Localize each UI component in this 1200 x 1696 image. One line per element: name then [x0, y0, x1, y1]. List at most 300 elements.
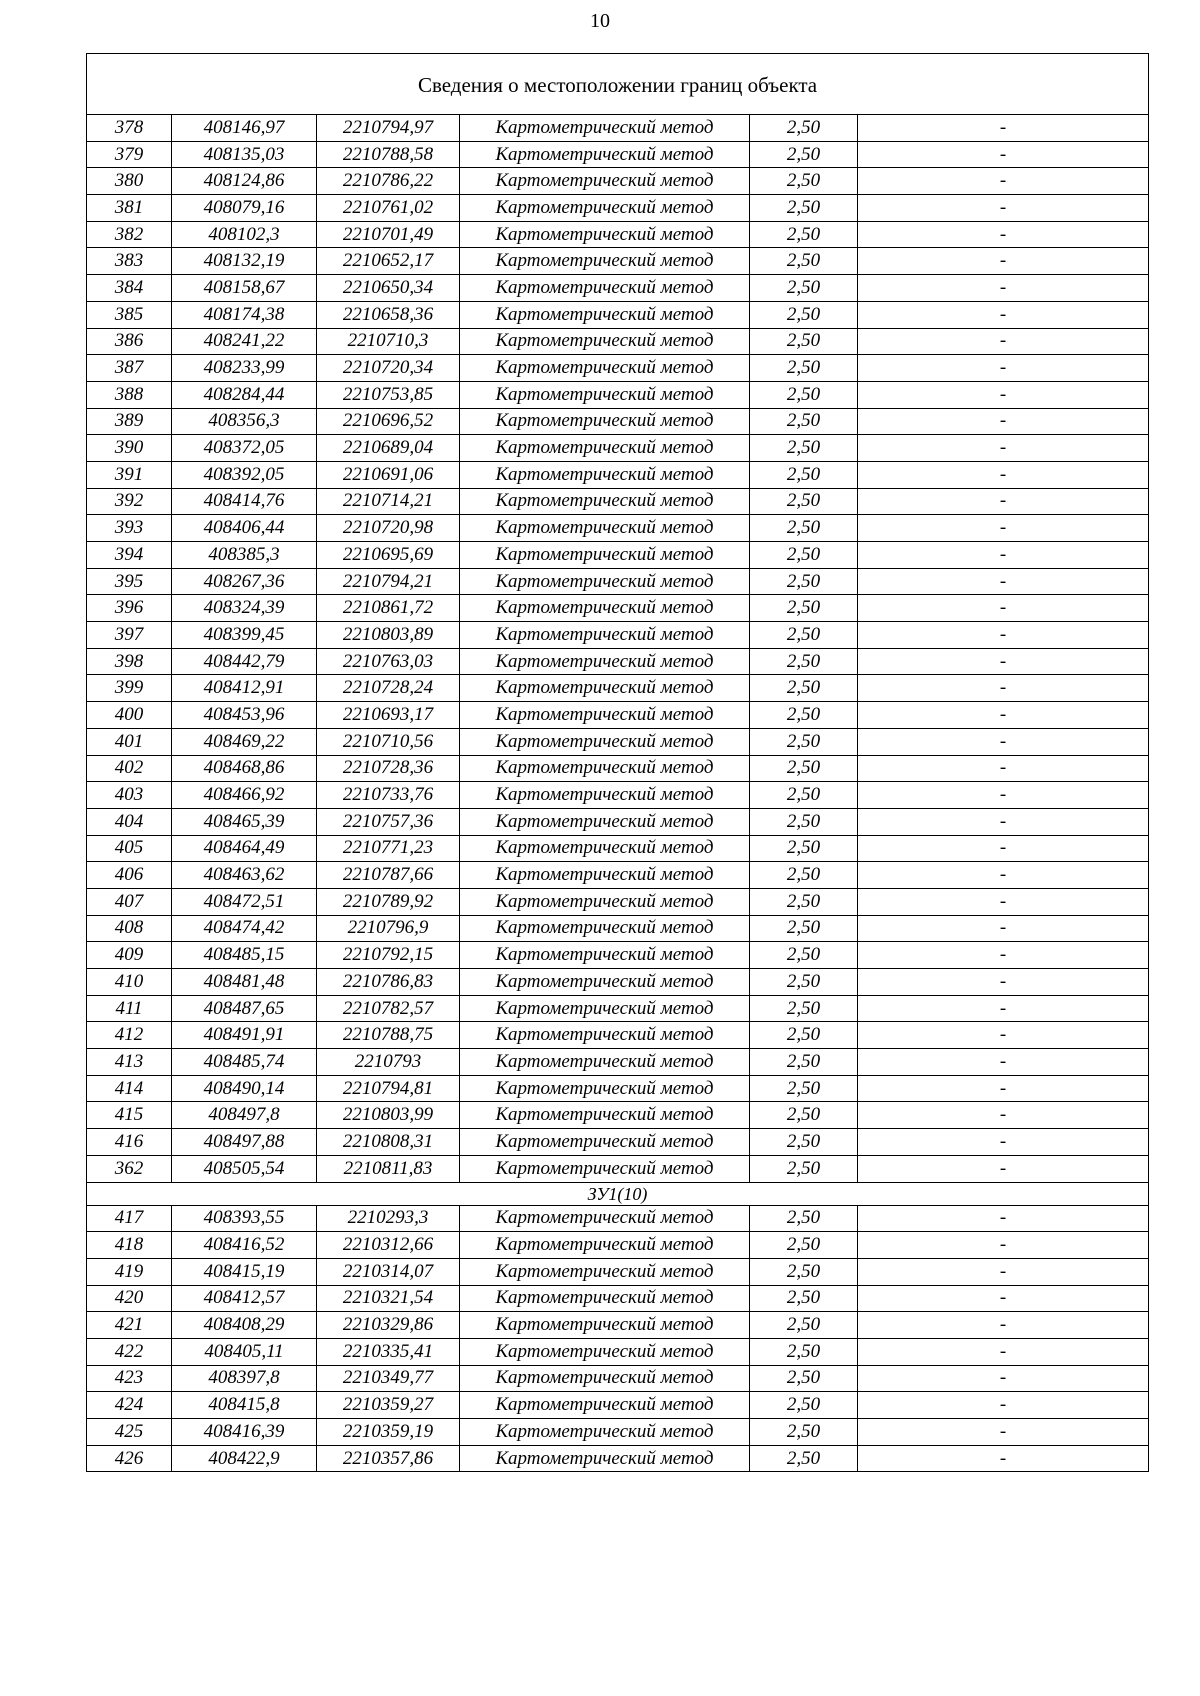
- description-cell: -: [858, 969, 1149, 996]
- x-coordinate-cell: 408474,42: [172, 915, 317, 942]
- point-number-cell: 405: [87, 835, 172, 862]
- accuracy-cell: 2,50: [750, 515, 858, 542]
- point-number-cell: 418: [87, 1232, 172, 1259]
- y-coordinate-cell: 2210782,57: [317, 995, 460, 1022]
- y-coordinate-cell: 2210811,83: [317, 1155, 460, 1182]
- table-row: [87, 141, 1149, 168]
- accuracy-cell: 2,50: [750, 969, 858, 996]
- accuracy-cell: 2,50: [750, 568, 858, 595]
- method-cell: Картометрический метод: [460, 675, 750, 702]
- method-cell: Картометрический метод: [460, 328, 750, 355]
- x-coordinate-cell: 408408,29: [172, 1312, 317, 1339]
- y-coordinate-cell: 2210650,34: [317, 275, 460, 302]
- accuracy-cell: 2,50: [750, 915, 858, 942]
- accuracy-cell: 2,50: [750, 1232, 858, 1259]
- method-cell: Картометрический метод: [460, 408, 750, 435]
- point-number-cell: 401: [87, 728, 172, 755]
- x-coordinate-cell: 408442,79: [172, 648, 317, 675]
- description-cell: -: [858, 1258, 1149, 1285]
- accuracy-cell: 2,50: [750, 328, 858, 355]
- y-coordinate-cell: 2210808,31: [317, 1129, 460, 1156]
- method-cell: Картометрический метод: [460, 435, 750, 462]
- accuracy-cell: 2,50: [750, 381, 858, 408]
- x-coordinate-cell: 408102,3: [172, 221, 317, 248]
- x-coordinate-cell: 408324,39: [172, 595, 317, 622]
- y-coordinate-cell: 2210357,86: [317, 1445, 460, 1472]
- point-number-cell: 424: [87, 1392, 172, 1419]
- description-cell: -: [858, 328, 1149, 355]
- x-coordinate-cell: 408174,38: [172, 301, 317, 328]
- description-cell: -: [858, 115, 1149, 142]
- y-coordinate-cell: 2210787,66: [317, 862, 460, 889]
- point-number-cell: 422: [87, 1338, 172, 1365]
- description-cell: -: [858, 755, 1149, 782]
- method-cell: Картометрический метод: [460, 515, 750, 542]
- method-cell: Картометрический метод: [460, 648, 750, 675]
- description-cell: -: [858, 1285, 1149, 1312]
- y-coordinate-cell: 2210701,49: [317, 221, 460, 248]
- point-number-cell: 421: [87, 1312, 172, 1339]
- accuracy-cell: 2,50: [750, 1022, 858, 1049]
- accuracy-cell: 2,50: [750, 435, 858, 462]
- method-cell: Картометрический метод: [460, 1129, 750, 1156]
- accuracy-cell: 2,50: [750, 1205, 858, 1232]
- description-cell: -: [858, 435, 1149, 462]
- description-cell: -: [858, 1392, 1149, 1419]
- description-cell: -: [858, 1049, 1149, 1076]
- y-coordinate-cell: 2210293,3: [317, 1205, 460, 1232]
- description-cell: -: [858, 1365, 1149, 1392]
- accuracy-cell: 2,50: [750, 728, 858, 755]
- table-row: [87, 1392, 1149, 1419]
- accuracy-cell: 2,50: [750, 862, 858, 889]
- method-cell: Картометрический метод: [460, 488, 750, 515]
- x-coordinate-cell: 408468,86: [172, 755, 317, 782]
- x-coordinate-cell: 408412,57: [172, 1285, 317, 1312]
- method-cell: Картометрический метод: [460, 1392, 750, 1419]
- description-cell: -: [858, 488, 1149, 515]
- y-coordinate-cell: 2210861,72: [317, 595, 460, 622]
- accuracy-cell: 2,50: [750, 675, 858, 702]
- table-row: [87, 1232, 1149, 1259]
- accuracy-cell: 2,50: [750, 1102, 858, 1129]
- table-row: [87, 435, 1149, 462]
- description-cell: -: [858, 275, 1149, 302]
- table-row: [87, 1312, 1149, 1339]
- x-coordinate-cell: 408464,49: [172, 835, 317, 862]
- description-cell: -: [858, 461, 1149, 488]
- y-coordinate-cell: 2210658,36: [317, 301, 460, 328]
- point-number-cell: 404: [87, 808, 172, 835]
- y-coordinate-cell: 2210803,89: [317, 622, 460, 649]
- x-coordinate-cell: 408481,48: [172, 969, 317, 996]
- method-cell: Картометрический метод: [460, 888, 750, 915]
- table-row: [87, 755, 1149, 782]
- accuracy-cell: 2,50: [750, 355, 858, 382]
- table-row: [87, 835, 1149, 862]
- y-coordinate-cell: 2210728,36: [317, 755, 460, 782]
- description-cell: -: [858, 1419, 1149, 1446]
- table-row: [87, 1102, 1149, 1129]
- y-coordinate-cell: 2210753,85: [317, 381, 460, 408]
- x-coordinate-cell: 408416,39: [172, 1419, 317, 1446]
- y-coordinate-cell: 2210359,27: [317, 1392, 460, 1419]
- method-cell: Картометрический метод: [460, 168, 750, 195]
- point-number-cell: 391: [87, 461, 172, 488]
- table-row: [87, 1365, 1149, 1392]
- method-cell: Картометрический метод: [460, 275, 750, 302]
- point-number-cell: 415: [87, 1102, 172, 1129]
- description-cell: -: [858, 675, 1149, 702]
- x-coordinate-cell: 408372,05: [172, 435, 317, 462]
- method-cell: Картометрический метод: [460, 1205, 750, 1232]
- description-cell: -: [858, 728, 1149, 755]
- table-row: [87, 221, 1149, 248]
- x-coordinate-cell: 408465,39: [172, 808, 317, 835]
- accuracy-cell: 2,50: [750, 488, 858, 515]
- y-coordinate-cell: 2210321,54: [317, 1285, 460, 1312]
- accuracy-cell: 2,50: [750, 595, 858, 622]
- accuracy-cell: 2,50: [750, 1365, 858, 1392]
- table-row: [87, 622, 1149, 649]
- description-cell: -: [858, 195, 1149, 222]
- x-coordinate-cell: 408463,62: [172, 862, 317, 889]
- table-row: [87, 542, 1149, 569]
- table-row: [87, 1338, 1149, 1365]
- description-cell: -: [858, 888, 1149, 915]
- description-cell: -: [858, 221, 1149, 248]
- method-cell: Картометрический метод: [460, 568, 750, 595]
- table-row: [87, 808, 1149, 835]
- accuracy-cell: 2,50: [750, 1155, 858, 1182]
- accuracy-cell: 2,50: [750, 702, 858, 729]
- point-number-cell: 407: [87, 888, 172, 915]
- table-row: [87, 1258, 1149, 1285]
- method-cell: Картометрический метод: [460, 221, 750, 248]
- point-number-cell: 393: [87, 515, 172, 542]
- method-cell: Картометрический метод: [460, 1285, 750, 1312]
- table-row: [87, 648, 1149, 675]
- description-cell: -: [858, 942, 1149, 969]
- description-cell: -: [858, 1312, 1149, 1339]
- table-row: [87, 675, 1149, 702]
- method-cell: Картометрический метод: [460, 381, 750, 408]
- description-cell: -: [858, 568, 1149, 595]
- x-coordinate-cell: 408146,97: [172, 115, 317, 142]
- x-coordinate-cell: 408472,51: [172, 888, 317, 915]
- point-number-cell: 392: [87, 488, 172, 515]
- description-cell: -: [858, 1232, 1149, 1259]
- table-title-row: [87, 54, 1149, 115]
- method-cell: Картометрический метод: [460, 1445, 750, 1472]
- accuracy-cell: 2,50: [750, 141, 858, 168]
- table-row: [87, 1022, 1149, 1049]
- method-cell: Картометрический метод: [460, 248, 750, 275]
- description-cell: -: [858, 808, 1149, 835]
- y-coordinate-cell: 2210329,86: [317, 1312, 460, 1339]
- point-number-cell: 425: [87, 1419, 172, 1446]
- y-coordinate-cell: 2210757,36: [317, 808, 460, 835]
- description-cell: -: [858, 702, 1149, 729]
- table-row: [87, 1155, 1149, 1182]
- method-cell: Картометрический метод: [460, 835, 750, 862]
- point-number-cell: 419: [87, 1258, 172, 1285]
- accuracy-cell: 2,50: [750, 888, 858, 915]
- method-cell: Картометрический метод: [460, 702, 750, 729]
- accuracy-cell: 2,50: [750, 168, 858, 195]
- x-coordinate-cell: 408135,03: [172, 141, 317, 168]
- point-number-cell: 406: [87, 862, 172, 889]
- method-cell: Картометрический метод: [460, 301, 750, 328]
- y-coordinate-cell: 2210761,02: [317, 195, 460, 222]
- table-row: [87, 275, 1149, 302]
- point-number-cell: 390: [87, 435, 172, 462]
- point-number-cell: 416: [87, 1129, 172, 1156]
- description-cell: -: [858, 1075, 1149, 1102]
- y-coordinate-cell: 2210349,77: [317, 1365, 460, 1392]
- x-coordinate-cell: 408399,45: [172, 622, 317, 649]
- method-cell: Картометрический метод: [460, 1312, 750, 1339]
- point-number-cell: 387: [87, 355, 172, 382]
- y-coordinate-cell: 2210794,21: [317, 568, 460, 595]
- point-number-cell: 388: [87, 381, 172, 408]
- y-coordinate-cell: 2210696,52: [317, 408, 460, 435]
- point-number-cell: 413: [87, 1049, 172, 1076]
- x-coordinate-cell: 408406,44: [172, 515, 317, 542]
- x-coordinate-cell: 408497,8: [172, 1102, 317, 1129]
- accuracy-cell: 2,50: [750, 248, 858, 275]
- accuracy-cell: 2,50: [750, 195, 858, 222]
- y-coordinate-cell: 2210312,66: [317, 1232, 460, 1259]
- description-cell: -: [858, 408, 1149, 435]
- y-coordinate-cell: 2210335,41: [317, 1338, 460, 1365]
- table-row: [87, 515, 1149, 542]
- y-coordinate-cell: 2210689,04: [317, 435, 460, 462]
- y-coordinate-cell: 2210733,76: [317, 782, 460, 809]
- y-coordinate-cell: 2210771,23: [317, 835, 460, 862]
- table-row: [87, 168, 1149, 195]
- section-label: ЗУ1(10): [87, 1182, 1149, 1205]
- method-cell: Картометрический метод: [460, 1155, 750, 1182]
- table-row: [87, 1049, 1149, 1076]
- description-cell: -: [858, 381, 1149, 408]
- x-coordinate-cell: 408415,8: [172, 1392, 317, 1419]
- accuracy-cell: 2,50: [750, 115, 858, 142]
- point-number-cell: 383: [87, 248, 172, 275]
- point-number-cell: 379: [87, 141, 172, 168]
- method-cell: Картометрический метод: [460, 542, 750, 569]
- description-cell: -: [858, 862, 1149, 889]
- method-cell: Картометрический метод: [460, 355, 750, 382]
- description-cell: -: [858, 995, 1149, 1022]
- y-coordinate-cell: 2210359,19: [317, 1419, 460, 1446]
- table-row: [87, 969, 1149, 996]
- x-coordinate-cell: 408124,86: [172, 168, 317, 195]
- table-row: [87, 488, 1149, 515]
- accuracy-cell: 2,50: [750, 648, 858, 675]
- method-cell: Картометрический метод: [460, 782, 750, 809]
- description-cell: -: [858, 141, 1149, 168]
- description-cell: -: [858, 1205, 1149, 1232]
- accuracy-cell: 2,50: [750, 835, 858, 862]
- x-coordinate-cell: 408356,3: [172, 408, 317, 435]
- x-coordinate-cell: 408241,22: [172, 328, 317, 355]
- table-row: [87, 461, 1149, 488]
- accuracy-cell: 2,50: [750, 1075, 858, 1102]
- x-coordinate-cell: 408132,19: [172, 248, 317, 275]
- table-row: [87, 248, 1149, 275]
- accuracy-cell: 2,50: [750, 1419, 858, 1446]
- point-number-cell: 411: [87, 995, 172, 1022]
- method-cell: Картометрический метод: [460, 915, 750, 942]
- method-cell: Картометрический метод: [460, 195, 750, 222]
- point-number-cell: 384: [87, 275, 172, 302]
- accuracy-cell: 2,50: [750, 1338, 858, 1365]
- x-coordinate-cell: 408158,67: [172, 275, 317, 302]
- accuracy-cell: 2,50: [750, 301, 858, 328]
- x-coordinate-cell: 408415,19: [172, 1258, 317, 1285]
- x-coordinate-cell: 408485,74: [172, 1049, 317, 1076]
- description-cell: -: [858, 542, 1149, 569]
- accuracy-cell: 2,50: [750, 408, 858, 435]
- x-coordinate-cell: 408393,55: [172, 1205, 317, 1232]
- description-cell: -: [858, 1129, 1149, 1156]
- point-number-cell: 412: [87, 1022, 172, 1049]
- y-coordinate-cell: 2210728,24: [317, 675, 460, 702]
- page-number: 10: [590, 10, 610, 32]
- x-coordinate-cell: 408392,05: [172, 461, 317, 488]
- point-number-cell: 402: [87, 755, 172, 782]
- y-coordinate-cell: 2210786,22: [317, 168, 460, 195]
- y-coordinate-cell: 2210788,58: [317, 141, 460, 168]
- description-cell: -: [858, 782, 1149, 809]
- accuracy-cell: 2,50: [750, 461, 858, 488]
- x-coordinate-cell: 408385,3: [172, 542, 317, 569]
- method-cell: Картометрический метод: [460, 1232, 750, 1259]
- x-coordinate-cell: 408284,44: [172, 381, 317, 408]
- table-row: [87, 195, 1149, 222]
- description-cell: -: [858, 648, 1149, 675]
- table-row: [87, 888, 1149, 915]
- x-coordinate-cell: 408414,76: [172, 488, 317, 515]
- x-coordinate-cell: 408422,9: [172, 1445, 317, 1472]
- point-number-cell: 395: [87, 568, 172, 595]
- y-coordinate-cell: 2210763,03: [317, 648, 460, 675]
- y-coordinate-cell: 2210786,83: [317, 969, 460, 996]
- y-coordinate-cell: 2210796,9: [317, 915, 460, 942]
- table-row: [87, 1205, 1149, 1232]
- x-coordinate-cell: 408490,14: [172, 1075, 317, 1102]
- point-number-cell: 380: [87, 168, 172, 195]
- table-row: [87, 782, 1149, 809]
- table-row: [87, 328, 1149, 355]
- y-coordinate-cell: 2210693,17: [317, 702, 460, 729]
- x-coordinate-cell: 408397,8: [172, 1365, 317, 1392]
- point-number-cell: 362: [87, 1155, 172, 1182]
- method-cell: Картометрический метод: [460, 141, 750, 168]
- accuracy-cell: 2,50: [750, 782, 858, 809]
- method-cell: Картометрический метод: [460, 622, 750, 649]
- y-coordinate-cell: 2210794,81: [317, 1075, 460, 1102]
- point-number-cell: 414: [87, 1075, 172, 1102]
- accuracy-cell: 2,50: [750, 942, 858, 969]
- x-coordinate-cell: 408469,22: [172, 728, 317, 755]
- y-coordinate-cell: 2210710,56: [317, 728, 460, 755]
- accuracy-cell: 2,50: [750, 622, 858, 649]
- description-cell: -: [858, 1445, 1149, 1472]
- x-coordinate-cell: 408485,15: [172, 942, 317, 969]
- description-cell: -: [858, 622, 1149, 649]
- accuracy-cell: 2,50: [750, 221, 858, 248]
- point-number-cell: 420: [87, 1285, 172, 1312]
- description-cell: -: [858, 355, 1149, 382]
- method-cell: Картометрический метод: [460, 969, 750, 996]
- x-coordinate-cell: 408267,36: [172, 568, 317, 595]
- method-cell: Картометрический метод: [460, 1338, 750, 1365]
- x-coordinate-cell: 408466,92: [172, 782, 317, 809]
- description-cell: -: [858, 595, 1149, 622]
- accuracy-cell: 2,50: [750, 542, 858, 569]
- method-cell: Картометрический метод: [460, 755, 750, 782]
- table-row: [87, 568, 1149, 595]
- table-row: [87, 1285, 1149, 1312]
- x-coordinate-cell: 408412,91: [172, 675, 317, 702]
- x-coordinate-cell: 408505,54: [172, 1155, 317, 1182]
- table-row: [87, 1445, 1149, 1472]
- method-cell: Картометрический метод: [460, 1075, 750, 1102]
- description-cell: -: [858, 835, 1149, 862]
- method-cell: Картометрический метод: [460, 461, 750, 488]
- accuracy-cell: 2,50: [750, 995, 858, 1022]
- point-number-cell: 400: [87, 702, 172, 729]
- point-number-cell: 426: [87, 1445, 172, 1472]
- table-row: [87, 1129, 1149, 1156]
- method-cell: Картометрический метод: [460, 1049, 750, 1076]
- accuracy-cell: 2,50: [750, 1392, 858, 1419]
- y-coordinate-cell: 2210314,07: [317, 1258, 460, 1285]
- accuracy-cell: 2,50: [750, 808, 858, 835]
- x-coordinate-cell: 408497,88: [172, 1129, 317, 1156]
- table-row: [87, 595, 1149, 622]
- y-coordinate-cell: 2210714,21: [317, 488, 460, 515]
- x-coordinate-cell: 408233,99: [172, 355, 317, 382]
- y-coordinate-cell: 2210691,06: [317, 461, 460, 488]
- point-number-cell: 417: [87, 1205, 172, 1232]
- table-row: [87, 915, 1149, 942]
- y-coordinate-cell: 2210695,69: [317, 542, 460, 569]
- point-number-cell: 389: [87, 408, 172, 435]
- y-coordinate-cell: 2210793: [317, 1049, 460, 1076]
- method-cell: Картометрический метод: [460, 1022, 750, 1049]
- table-row: [87, 381, 1149, 408]
- method-cell: Картометрический метод: [460, 1419, 750, 1446]
- method-cell: Картометрический метод: [460, 728, 750, 755]
- description-cell: -: [858, 915, 1149, 942]
- description-cell: -: [858, 1155, 1149, 1182]
- point-number-cell: 409: [87, 942, 172, 969]
- table-row: [87, 301, 1149, 328]
- point-number-cell: 410: [87, 969, 172, 996]
- y-coordinate-cell: 2210794,97: [317, 115, 460, 142]
- point-number-cell: 385: [87, 301, 172, 328]
- point-number-cell: 396: [87, 595, 172, 622]
- accuracy-cell: 2,50: [750, 1312, 858, 1339]
- y-coordinate-cell: 2210710,3: [317, 328, 460, 355]
- method-cell: Картометрический метод: [460, 808, 750, 835]
- accuracy-cell: 2,50: [750, 1258, 858, 1285]
- accuracy-cell: 2,50: [750, 755, 858, 782]
- y-coordinate-cell: 2210803,99: [317, 1102, 460, 1129]
